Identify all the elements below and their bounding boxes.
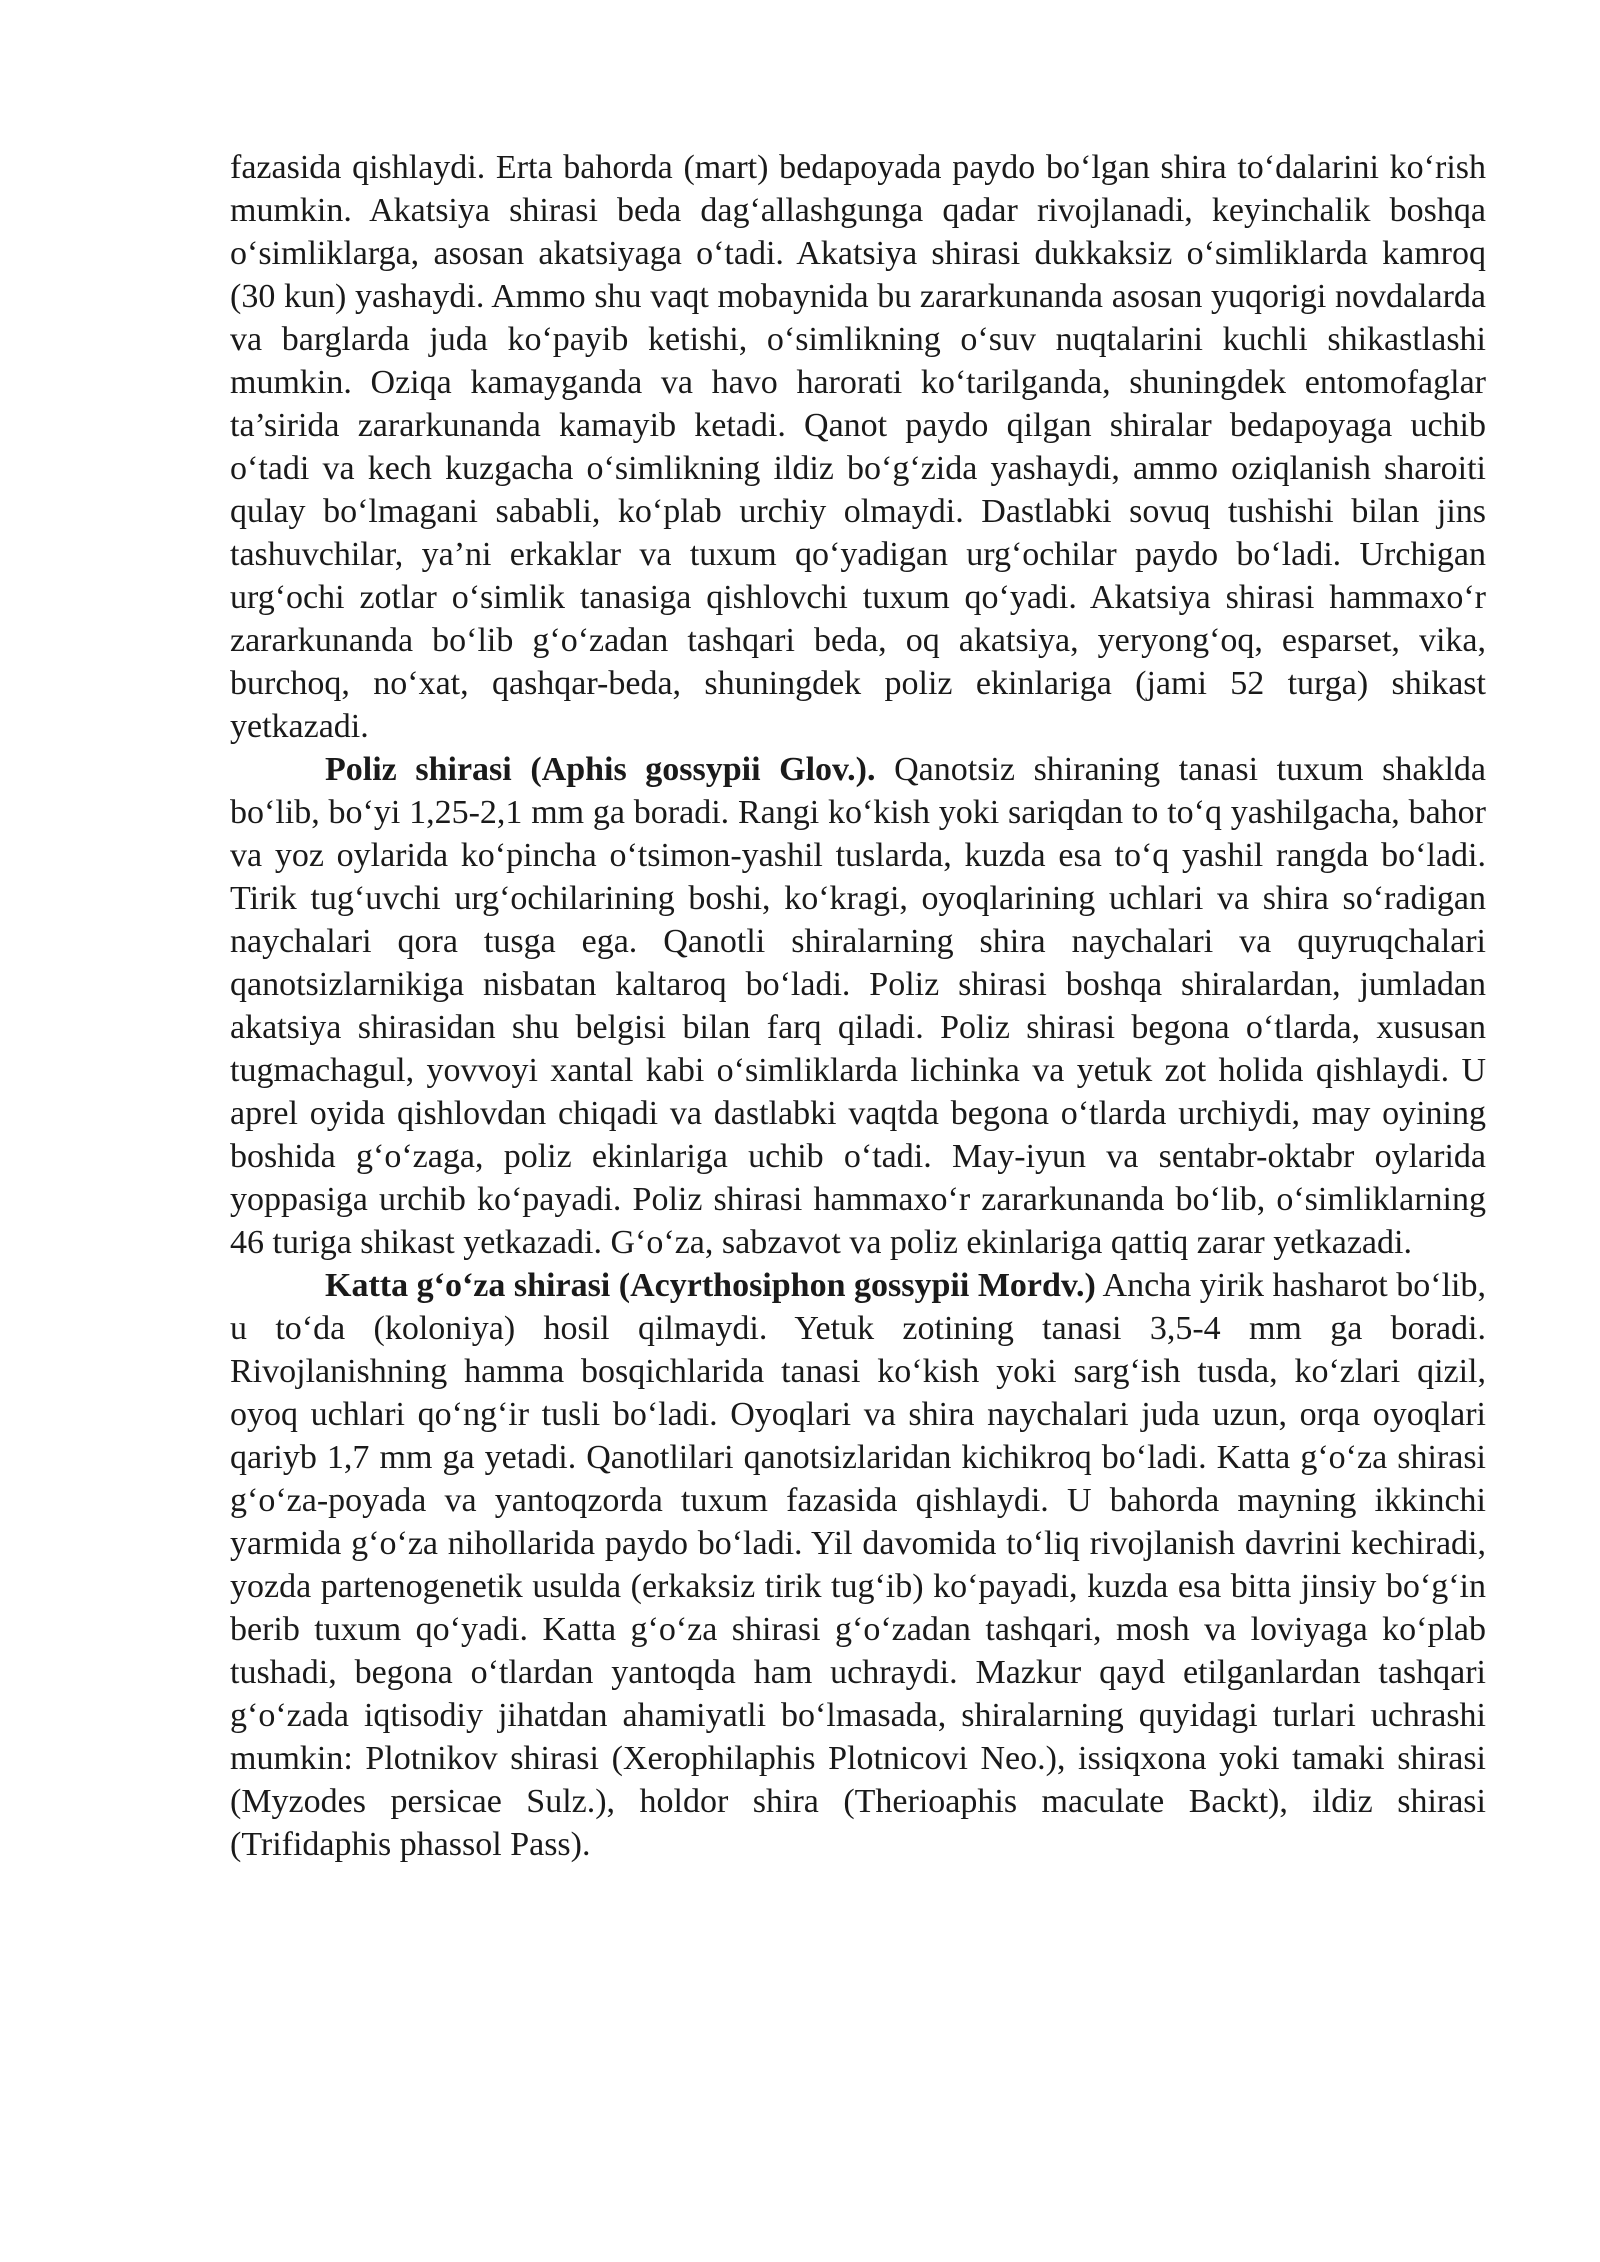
paragraph-akatsiya-continued: fazasida qishlaydi. Erta bahorda (mart) bedapoyada paydo bo‘lgan shira to‘dalarini ko‘rish mumkin. Akatsiya shirasi beda dag‘allashgunga qadar rivojlanadi, keyinchalik boshqa o‘simliklarga, asosan akatsiyaga o‘tadi. Akatsiya shirasi dukkaksiz o‘simliklarda kamroq (30 kun) yashaydi. Ammo shu vaqt mobaynida bu zararkunanda asosan yuqorigi novdalarda va barglarda juda ko‘payib ketishi, o‘simlikning o‘suv nuqtalarini kuchli shikastlashi mumkin. Oziqa kamayganda va havo harorati ko‘tarilganda, shuningdek entomofaglar ta’sirida zararkunanda kamayib ketadi. Qanot paydo qilgan shiralar bedapoyaga uchib o‘tadi va kech kuzgacha o‘simlikning ildiz bo‘g‘zida yashaydi, ammo oziqlanish sharoiti qulay bo‘lmagani sababli, ko‘plab urchiy olmaydi. Dastlabki sovuq tushishi bilan jins tashuvchilar, ya’ni erkaklar va tuxum qo‘yadigan urg‘ochilar paydo bo‘ladi. Urchigan urg‘ochi zotlar o‘simlik tanasiga qishlovchi tuxum qo‘yadi. Akatsiya shirasi hammaxo‘r zararkunanda bo‘lib g‘o‘zadan tashqari beda, oq akatsiya, yeryong‘oq, esparset, vika, burchoq, no‘xat, qashqar-beda, shuningdek poliz ekinlariga (jami 52 turga) shikast yetkazadi. bbox=[230, 149, 1486, 745]
section-heading-poliz-shirasi: Poliz shirasi (Aphis gossypii Glov.). bbox=[325, 751, 876, 788]
section-heading-katta-goza-shirasi: Katta g‘o‘za shirasi (Acyrthosiphon gossypii Mordv.) bbox=[325, 1267, 1096, 1304]
paragraph-katta-goza-shirasi bbox=[230, 1264, 1486, 1866]
paragraph-body: Qanotsiz shiraning tanasi tuxum shaklda bo‘lib, bo‘yi 1,25-2,1 mm ga boradi. Rangi ko‘kish yoki sariqdan to to‘q yashilgacha, bahor va yoz oylarida ko‘pincha o‘tsimon-yashil tuslarda, kuzda esa to‘q yashil rangda bo‘ladi. Tirik tug‘uvchi urg‘ochilarining boshi, ko‘kragi, oyoqlarining uchlari va shira so‘radigan naychalari qora tusga ega. Qanotli shiralarning shira naychalari va quyruqchalari qanotsizlarnikiga nisbatan kaltaroq bo‘ladi. Poliz shirasi boshqa shiralardan, jumladan akatsiya shirasidan shu belgisi bilan farq qiladi. Poliz shirasi begona o‘tlarda, xususan tugmachagul, yovvoyi xantal kabi o‘simliklarda lichinka va yetuk zot holida qishlaydi. U aprel oyida qishlovdan chiqadi va dastlabki vaqtda begona o‘tlarda urchiydi, may oyining boshida g‘o‘zaga, poliz ekinlariga uchib o‘tadi. May-iyun va sentabr-oktabr oylarida yoppasiga urchib ko‘payadi. Poliz shirasi hammaxo‘r zararkunanda bo‘lib, o‘simliklarning 46 turiga shikast yetkazadi. G‘o‘za, sabzavot va poliz ekinlariga qattiq zarar yetkazadi. bbox=[230, 751, 1486, 1261]
document-page bbox=[230, 146, 1486, 1866]
paragraph-body: Ancha yirik hasharot bo‘lib, u to‘da (koloniya) hosil qilmaydi. Yetuk zotining tanasi 3,5-4 mm ga boradi. Rivojlanishning hamma bosqichlarida tanasi ko‘kish yoki sarg‘ish tusda, ko‘zlari qizil, oyoq uchlari qo‘ng‘ir tusli bo‘ladi. Oyoqlari va shira naychalari juda uzun, orqa oyoqlari qariyb 1,7 mm ga yetadi. Qanotlilari qanotsizlaridan kichikroq bo‘ladi. Katta g‘o‘za shirasi g‘o‘za-poyada va yantoqzorda tuxum fazasida qishlaydi. U bahorda mayning ikkinchi yarmida g‘o‘za nihollarida paydo bo‘ladi. Yil davomida to‘liq rivojlanish davrini kechiradi, yozda partenogenetik usulda (erkaksiz tirik tug‘ib) ko‘payadi, kuzda esa bitta jinsiy bo‘g‘in berib tuxum qo‘yadi. Katta g‘o‘za shirasi g‘o‘zadan tashqari, mosh va loviyaga ko‘plab tushadi, begona o‘tlardan yantoqda ham uchraydi. Mazkur qayd etilganlardan tashqari g‘o‘zada iqtisodiy jihatdan ahamiyatli bo‘lmasada, shiralarning quyidagi turlari uchrashi mumkin: Plotnikov shirasi (Xerophilaphis Plotnicovi Neo.), issiqxona yoki tamaki shirasi (Myzodes persicae Sulz.), holdor shira (Therioaphis maculate Backt), ildiz shirasi (Trifidaphis phassol Pass). bbox=[230, 1267, 1486, 1863]
paragraph-poliz-shirasi bbox=[230, 748, 1486, 1264]
